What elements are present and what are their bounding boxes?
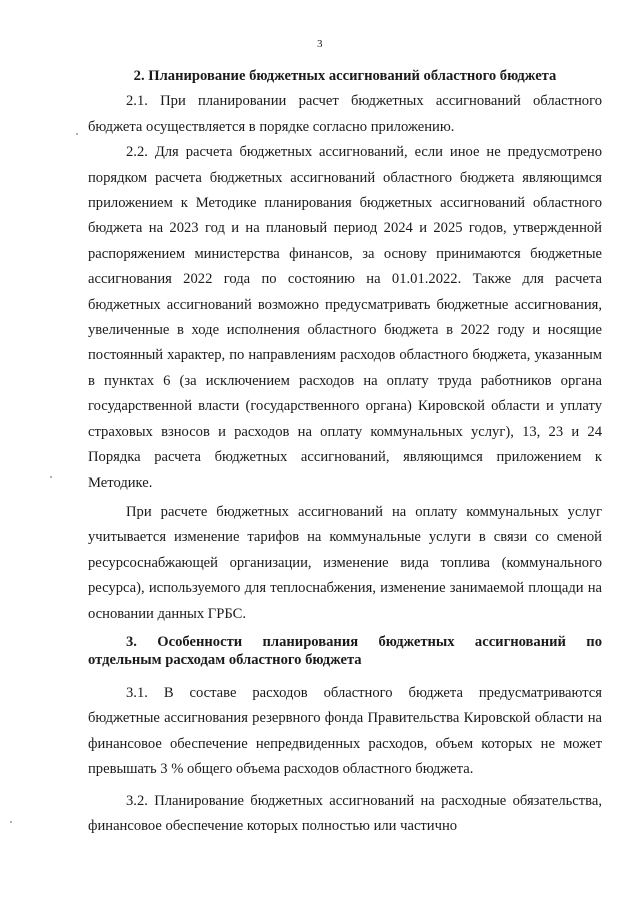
paragraph-2-2: 2.2. Для расчета бюджетных ассигнований, если иное не предусмотрено порядком расчета бюджетных ассигнований областного бюджета являющимся приложением к Методике планирования бюджетных ассигнований областного бюджета на 2023 год и на плановый период 2024 и 2025 годов, утвержденной распоряжением министерства финансов, за основу принимаются бюджетные ассигнования 2022 года по состоянию на 01.01.2022. Также для расчета бюджетных ассигнований возможно предусматривать бюджетные ассигнования, увеличенные в ходе исполнения областного бюджета в 2022 году и носящие постоянный характер, по направлениям расходов областного бюджета, указанным в пунктах 6 (за исключением расходов на оплату труда работников органа государственной власти (государственного органа) Кировской области и уплату страховых взносов и расходов на оплату коммунальных услуг), 13, 23 и 24 Порядка расчета бюджетных ассигнований, являющимся приложением к Методике. <box>88 144 602 491</box>
section-3-heading-line-1: 3. Особенности планирования бюджетных ассигнований по <box>126 633 602 650</box>
section-3-heading <box>88 633 602 669</box>
paragraph-3-2: 3.2. Планирование бюджетных ассигнований на расходные обязательства, финансовое обеспечение которых полностью или частично <box>88 792 602 834</box>
scan-speck <box>10 821 12 823</box>
paragraph-3-1: 3.1. В составе расходов областного бюджета предусматриваются бюджетные ассигнования резервного фонда Правительства Кировской области на финансовое обеспечение непредвиденных расходов, объем которых не может превышать 3 % общего объема расходов областного бюджета. <box>88 684 602 778</box>
paragraph-2-1: 2.1. При планировании расчет бюджетных ассигнований областного бюджета осуществляется в порядке согласно приложению. <box>88 93 602 135</box>
scan-speck <box>50 476 52 478</box>
section-3-heading-line-2: отдельным расходам областного бюджета <box>88 651 362 668</box>
section-2-heading: 2. Планирование бюджетных ассигнований областного бюджета <box>133 68 557 84</box>
page-number: 3 <box>317 38 323 50</box>
scan-speck <box>76 133 78 135</box>
document-body <box>88 64 602 839</box>
paragraph-utilities: При расчете бюджетных ассигнований на оплату коммунальных услуг учитывается изменение тарифов на коммунальные услуги в связи со сменой ресурсоснабжающей организации, изменение вида топлива (коммунального ресурса), используемого для теплоснабжения, изменение занимаемой площади на основании данных ГРБС. <box>88 503 602 622</box>
